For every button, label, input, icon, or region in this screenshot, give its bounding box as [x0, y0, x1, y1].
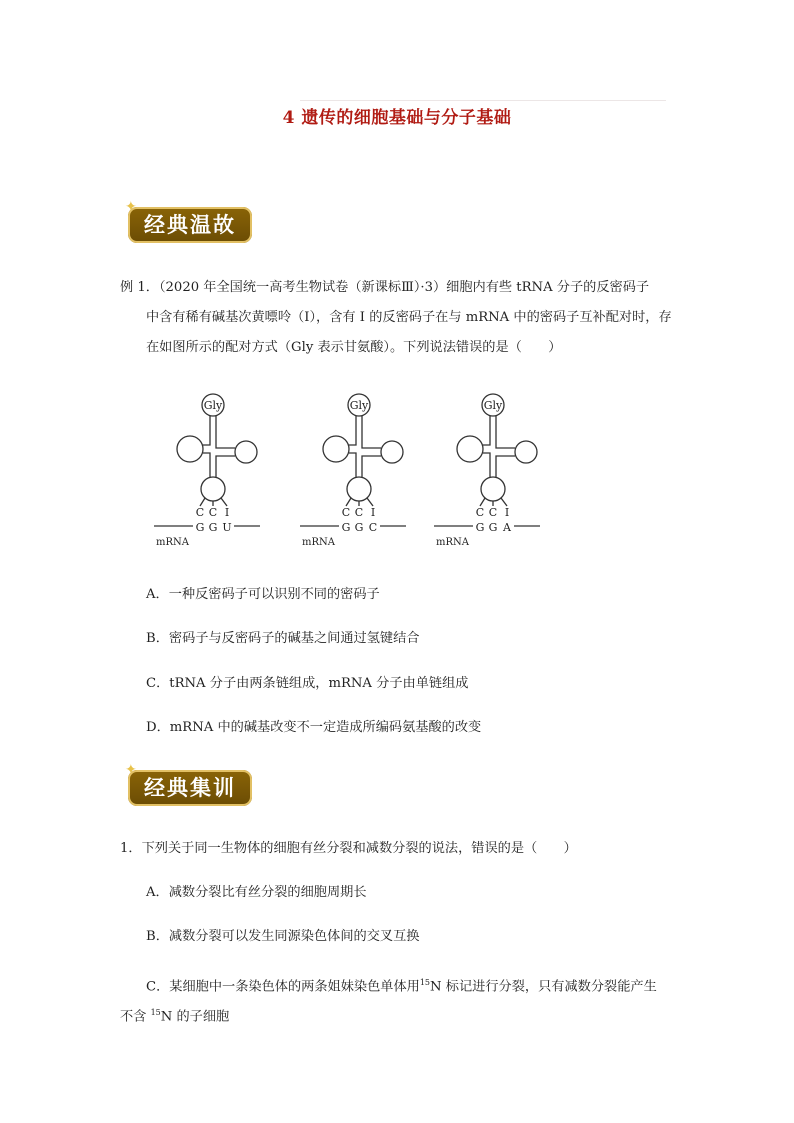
right-loop [515, 441, 537, 463]
codon-base: G [354, 521, 364, 534]
anticodon-base: C [208, 506, 218, 519]
amino-acid-label: Gly [483, 399, 503, 412]
right-loop [381, 441, 403, 463]
anticodon-base: C [341, 506, 351, 519]
anticodon-base: C [488, 506, 498, 519]
right-arm [496, 432, 515, 467]
question-1-option-c-cont: 不含 $^{15}$N 的子细胞 [120, 1008, 230, 1025]
amino-acid-label: Gly [203, 399, 223, 412]
example-line-1: 例 1．（2020 年全国统一高考生物试卷（新课标Ⅲ）·3）细胞内有些 tRNA 分子的反密码子 [120, 280, 650, 295]
left-loop [323, 436, 349, 462]
mrna-label: mRNA [436, 537, 469, 548]
anticodon-base: C [195, 506, 205, 519]
example-option-b: B．密码子与反密码子的碱基之间通过氢键结合 [146, 631, 420, 646]
left-loop [177, 436, 203, 462]
example-option-d: D．mRNA 中的碱基改变不一定造成所编码氨基酸的改变 [146, 720, 482, 735]
anticodon-base: C [354, 506, 364, 519]
example-option-c: C．tRNA 分子由两条链组成，mRNA 分子由单链组成 [146, 676, 469, 691]
right-arm [362, 432, 381, 467]
codon-base: G [488, 521, 498, 534]
trna-molecule [154, 394, 260, 548]
question-1-stem: 1．下列关于同一生物体的细胞有丝分裂和减数分裂的说法，错误的是（ ） [120, 841, 577, 856]
left-arm [349, 432, 356, 467]
codon-base: G [341, 521, 351, 534]
base-connector [200, 498, 205, 506]
codon-base: G [475, 521, 485, 534]
trna-molecule [434, 394, 540, 548]
base-connector [480, 498, 485, 506]
base-connector [501, 498, 507, 506]
right-loop [235, 441, 257, 463]
base-connector [346, 498, 351, 506]
section-badge-review [125, 199, 252, 243]
section-badge-label: 经典温故 [144, 213, 236, 237]
anticodon-base: I [370, 506, 376, 519]
mrna-label: mRNA [156, 537, 189, 548]
codon-base: A [503, 521, 511, 534]
base-connector [221, 498, 227, 506]
trna-diagram [150, 392, 630, 552]
mrna-label: mRNA [302, 537, 335, 548]
question-1-option-b: B．减数分裂可以发生同源染色体间的交叉互换 [146, 929, 420, 944]
question-1-option-a: A．减数分裂比有丝分裂的细胞周期长 [146, 885, 367, 900]
title-rule [300, 100, 666, 101]
example-line-3: 在如图所示的配对方式（Gly 表示甘氨酸）。下列说法错误的是（ ） [146, 340, 562, 355]
left-arm [203, 432, 210, 467]
anticodon-base: I [504, 506, 510, 519]
example-line-2: 中含有稀有碱基次黄嘌呤（I），含有 I 的反密码子在与 mRNA 中的密码子互补配对时，存 [146, 310, 672, 325]
base-connector [367, 498, 373, 506]
amino-acid-label: Gly [349, 399, 369, 412]
codon-base: G [208, 521, 218, 534]
anticodon-loop [347, 477, 371, 501]
trna-molecule [300, 394, 406, 548]
left-loop [457, 436, 483, 462]
codon-base: C [368, 521, 378, 534]
question-1-option-c: C．某细胞中一条染色体的两条姐妹染色单体用$^{15}$N 标记进行分裂，只有减数分裂能产生 [146, 978, 657, 995]
section-badge-label: 经典集训 [144, 776, 236, 800]
codon-base: U [222, 521, 232, 534]
anticodon-base: C [475, 506, 485, 519]
anticodon-base: I [224, 506, 230, 519]
right-arm [216, 432, 235, 467]
anticodon-loop [481, 477, 505, 501]
anticodon-loop [201, 477, 225, 501]
codon-base: G [195, 521, 205, 534]
page-title: 4 遗传的细胞基础与分子基础 [282, 108, 512, 128]
section-badge-practice [125, 762, 252, 806]
star-icon: ✦ [125, 199, 137, 215]
left-arm [483, 432, 490, 467]
star-icon: ✦ [125, 762, 137, 778]
example-option-a: A．一种反密码子可以识别不同的密码子 [146, 587, 380, 602]
